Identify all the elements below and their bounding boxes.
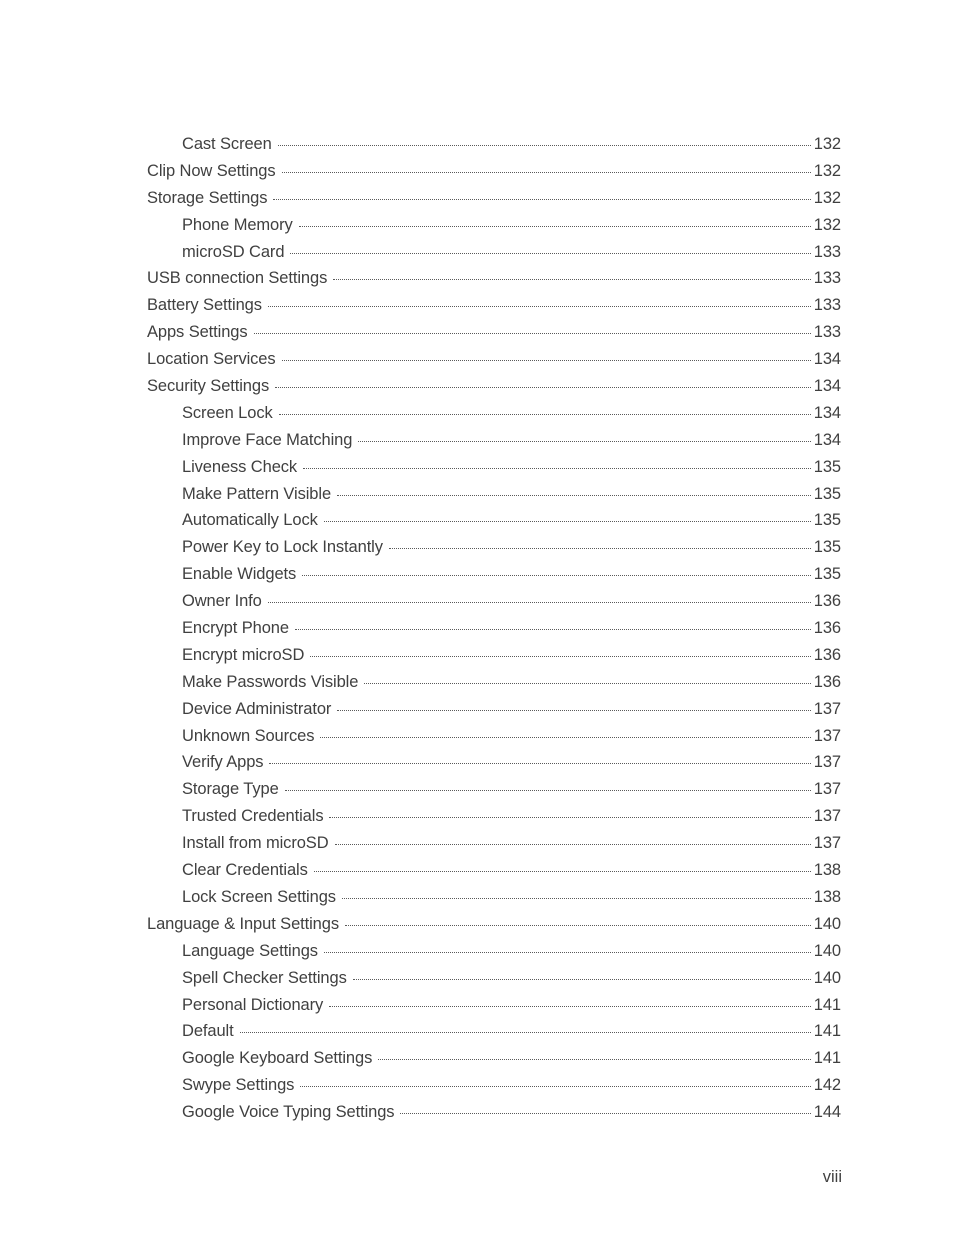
toc-entry-title: Battery Settings — [147, 296, 262, 315]
toc-entry-title: Improve Face Matching — [182, 430, 353, 449]
toc-entry-title: Storage Settings — [147, 188, 268, 207]
dot-leader — [278, 144, 811, 146]
toc-entry-title: Verify Apps — [182, 753, 264, 772]
toc-entry[interactable] — [147, 373, 841, 400]
dot-leader — [300, 1085, 810, 1087]
toc-entry-title: Encrypt microSD — [182, 645, 305, 664]
toc-entry-page: 135 — [813, 565, 841, 584]
toc-entry-title: Make Pattern Visible — [182, 484, 332, 503]
toc-entry-page: 137 — [813, 780, 841, 799]
page-number: viii — [822, 1168, 842, 1186]
toc-entry[interactable] — [147, 830, 841, 857]
toc-entry-page: 141 — [813, 1049, 841, 1068]
toc-entry[interactable] — [147, 454, 841, 481]
toc-entry[interactable] — [147, 642, 841, 669]
toc-entry-page: 141 — [813, 995, 841, 1014]
toc-entry[interactable] — [147, 319, 841, 346]
dot-leader — [282, 171, 811, 173]
table-of-contents — [147, 131, 841, 1126]
toc-entry[interactable] — [147, 346, 841, 373]
toc-entry[interactable] — [147, 427, 841, 454]
toc-entry-title: Enable Widgets — [182, 565, 297, 584]
dot-leader — [303, 467, 811, 469]
dot-leader — [285, 789, 811, 791]
dot-leader — [329, 816, 810, 818]
toc-entry-title: Make Passwords Visible — [182, 672, 359, 691]
toc-entry-page: 132 — [813, 135, 841, 153]
toc-entry[interactable] — [147, 749, 841, 776]
toc-entry-page: 134 — [813, 350, 841, 369]
dot-leader — [337, 494, 811, 496]
toc-entry-title: Screen Lock — [182, 403, 273, 422]
dot-leader — [353, 978, 811, 980]
toc-entry-page: 134 — [813, 377, 841, 396]
toc-entry-page: 136 — [813, 672, 841, 691]
toc-entry[interactable] — [147, 481, 841, 508]
toc-entry[interactable] — [147, 803, 841, 830]
toc-entry-title: Encrypt Phone — [182, 619, 289, 638]
toc-entry[interactable] — [147, 857, 841, 884]
toc-entry-title: Trusted Credentials — [182, 807, 324, 826]
dot-leader — [295, 628, 811, 630]
dot-leader — [335, 843, 811, 845]
toc-entry[interactable] — [147, 185, 841, 212]
toc-entry-title: microSD Card — [182, 242, 285, 261]
toc-entry-title: Unknown Sources — [182, 726, 315, 745]
toc-entry[interactable] — [147, 723, 841, 750]
toc-entry-title: Language & Input Settings — [147, 914, 339, 933]
toc-entry-page: 135 — [813, 457, 841, 476]
toc-entry-page: 136 — [813, 592, 841, 611]
dot-leader — [378, 1058, 811, 1060]
dot-leader — [299, 225, 811, 227]
toc-entry[interactable] — [147, 292, 841, 319]
dot-leader — [268, 601, 811, 603]
dot-leader — [314, 870, 811, 872]
toc-entry[interactable] — [147, 669, 841, 696]
toc-entry-page: 140 — [813, 914, 841, 933]
toc-entry-page: 138 — [813, 887, 841, 906]
toc-entry-page: 135 — [813, 484, 841, 503]
toc-entry-page: 134 — [813, 403, 841, 422]
dot-leader — [364, 682, 810, 684]
dot-leader — [275, 386, 811, 388]
toc-entry-page: 137 — [813, 726, 841, 745]
toc-entry-title: Security Settings — [147, 377, 270, 396]
toc-entry-title: Cast Screen — [182, 135, 272, 153]
toc-entry-page: 132 — [813, 161, 841, 180]
toc-entry-title: Clip Now Settings — [147, 161, 276, 180]
toc-entry-title: Default — [182, 1022, 234, 1041]
toc-entry-title: USB connection Settings — [147, 269, 328, 288]
toc-entry-title: Apps Settings — [147, 323, 248, 342]
dot-leader — [302, 574, 811, 576]
dot-leader — [400, 1112, 810, 1114]
toc-entry-title: Power Key to Lock Instantly — [182, 538, 383, 557]
toc-entry-page: 133 — [813, 242, 841, 261]
toc-entry-title: Location Services — [147, 350, 276, 369]
toc-entry-title: Storage Type — [182, 780, 279, 799]
toc-entry-title: Spell Checker Settings — [182, 968, 347, 987]
toc-entry-title: Owner Info — [182, 592, 262, 611]
toc-entry-page: 142 — [813, 1076, 841, 1095]
dot-leader — [310, 655, 810, 657]
toc-entry-title: Lock Screen Settings — [182, 887, 336, 906]
toc-entry-page: 136 — [813, 645, 841, 664]
dot-leader — [333, 278, 811, 280]
toc-entry[interactable] — [147, 1099, 841, 1126]
toc-entry-title: Liveness Check — [182, 457, 298, 476]
toc-entry[interactable] — [147, 265, 841, 292]
toc-entry[interactable] — [147, 776, 841, 803]
toc-entry-page: 136 — [813, 619, 841, 638]
toc-entry-page: 137 — [813, 753, 841, 772]
toc-entry-title: Automatically Lock — [182, 511, 318, 530]
toc-entry-title: Language Settings — [182, 941, 318, 960]
dot-leader — [240, 1031, 811, 1033]
toc-entry[interactable] — [147, 1018, 841, 1045]
dot-leader — [324, 520, 811, 522]
dot-leader — [290, 252, 810, 254]
toc-entry[interactable] — [147, 911, 841, 938]
toc-entry[interactable] — [147, 507, 841, 534]
dot-leader — [282, 359, 811, 361]
dot-leader — [389, 547, 811, 549]
toc-entry[interactable] — [147, 212, 841, 239]
toc-entry-page: 134 — [813, 430, 841, 449]
toc-entry-page: 138 — [813, 861, 841, 880]
toc-entry-title: Swype Settings — [182, 1076, 295, 1095]
dot-leader — [345, 924, 811, 926]
toc-entry[interactable] — [147, 938, 841, 965]
toc-entry[interactable] — [147, 992, 841, 1019]
dot-leader — [320, 736, 810, 738]
toc-entry[interactable] — [147, 131, 841, 158]
toc-entry-page: 137 — [813, 834, 841, 853]
dot-leader — [329, 1005, 811, 1007]
toc-entry-title: Clear Credentials — [182, 861, 308, 880]
toc-entry-page: 144 — [813, 1103, 841, 1122]
toc-entry[interactable] — [147, 158, 841, 185]
toc-entry-page: 140 — [813, 941, 841, 960]
toc-entry-page: 132 — [813, 215, 841, 234]
dot-leader — [269, 762, 810, 764]
toc-entry-title: Install from microSD — [182, 834, 329, 853]
dot-leader — [254, 332, 811, 334]
dot-leader — [279, 413, 811, 415]
toc-entry-title: Device Administrator — [182, 699, 332, 718]
toc-entry-title: Personal Dictionary — [182, 995, 324, 1014]
toc-entry[interactable] — [147, 615, 841, 642]
dot-leader — [342, 897, 811, 899]
dot-leader — [324, 951, 811, 953]
toc-entry[interactable] — [147, 965, 841, 992]
toc-entry[interactable] — [147, 1045, 841, 1072]
toc-entry-page: 137 — [813, 699, 841, 718]
toc-entry[interactable] — [147, 1072, 841, 1099]
toc-entry-page: 140 — [813, 968, 841, 987]
dot-leader — [358, 440, 810, 442]
toc-entry-page: 133 — [813, 323, 841, 342]
toc-entry[interactable] — [147, 696, 841, 723]
toc-entry[interactable] — [147, 884, 841, 911]
toc-entry-page: 135 — [813, 538, 841, 557]
toc-entry[interactable] — [147, 561, 841, 588]
toc-entry-title: Google Keyboard Settings — [182, 1049, 373, 1068]
toc-entry[interactable] — [147, 534, 841, 561]
toc-entry[interactable] — [147, 400, 841, 427]
toc-entry[interactable] — [147, 588, 841, 615]
toc-entry-page: 141 — [813, 1022, 841, 1041]
toc-entry-title: Google Voice Typing Settings — [182, 1103, 395, 1122]
toc-entry[interactable] — [147, 239, 841, 266]
toc-entry-page: 137 — [813, 807, 841, 826]
dot-leader — [337, 709, 810, 711]
dot-leader — [268, 305, 811, 307]
toc-entry-page: 135 — [813, 511, 841, 530]
toc-entry-title: Phone Memory — [182, 215, 293, 234]
toc-entry-page: 132 — [813, 188, 841, 207]
dot-leader — [273, 198, 810, 200]
toc-entry-page: 133 — [813, 269, 841, 288]
toc-entry-page: 133 — [813, 296, 841, 315]
